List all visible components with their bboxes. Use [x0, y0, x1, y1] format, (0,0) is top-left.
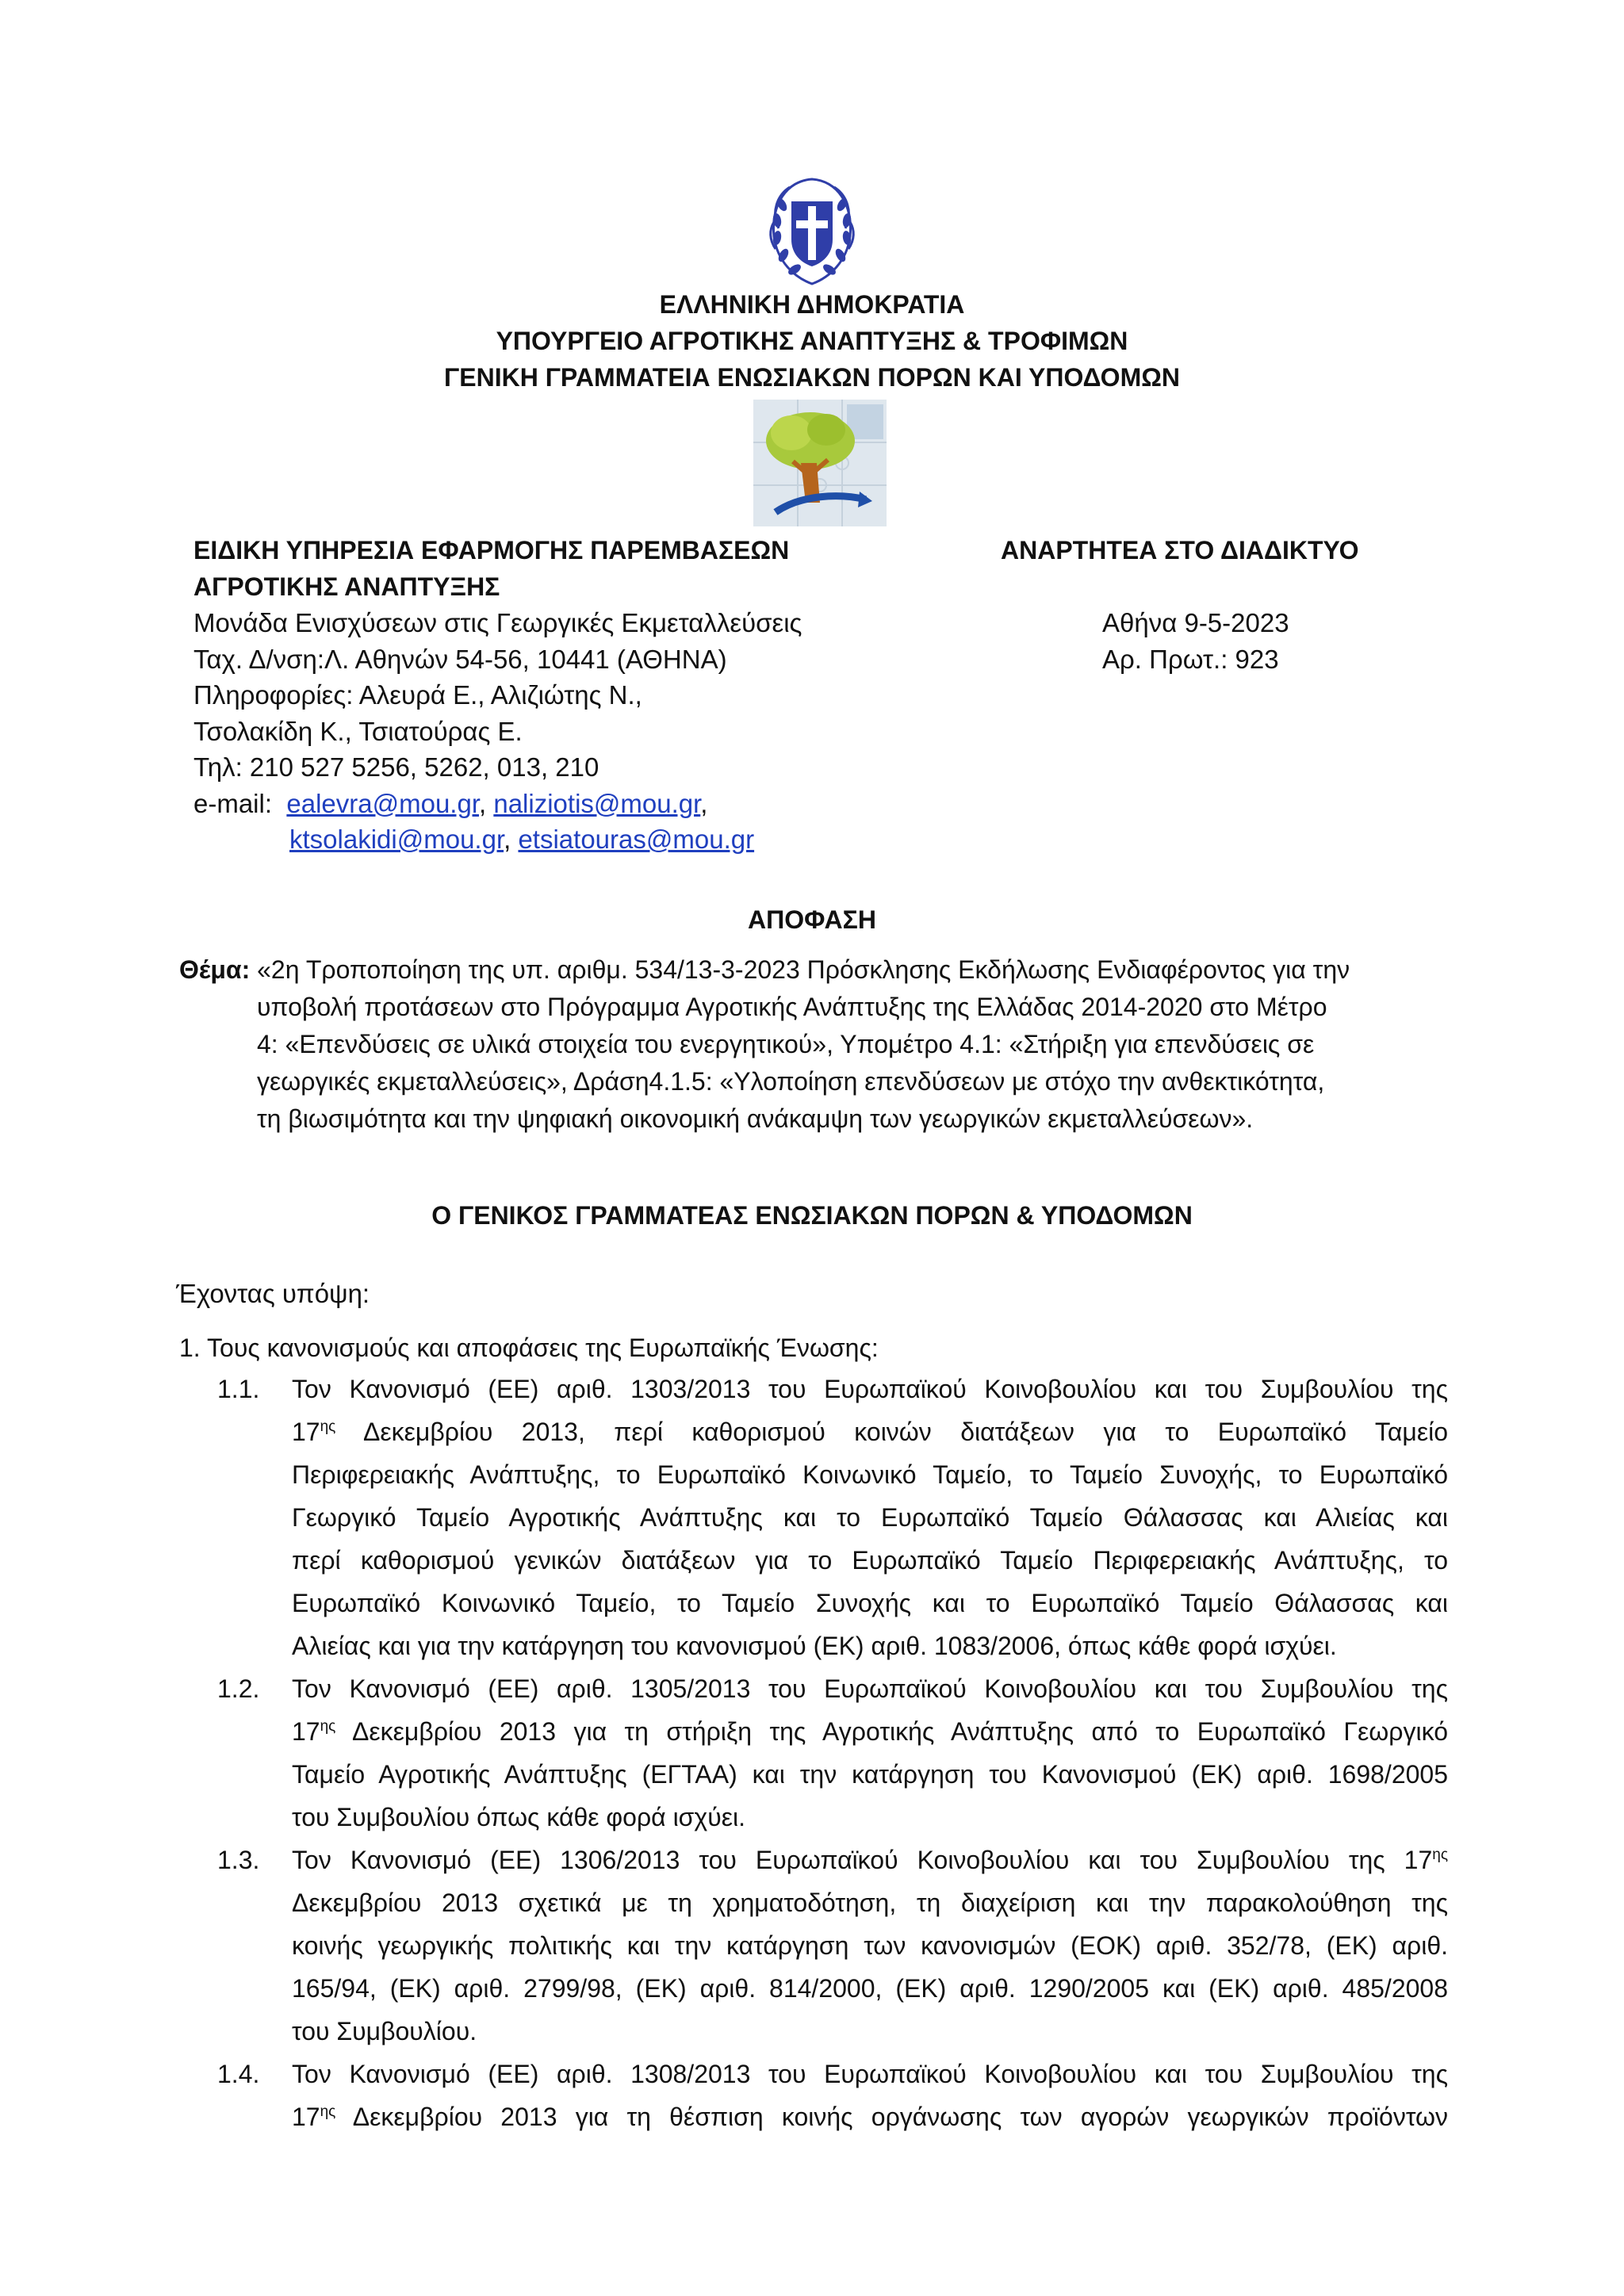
subject-line-5: τη βιωσιμότητα και την ψηφιακή οικονομική ανάκαμψη των γεωργικών εκμεταλλεύσεων».	[257, 1104, 1254, 1133]
email-link-ktsolakidi[interactable]: ktsolakidi@mou.gr	[289, 825, 504, 854]
subject-line-4: γεωργικές εκμεταλλεύσεις», Δράση4.1.5: «Υλοποίηση επενδύσεων με στόχο την ανθεκτικότητα,	[257, 1067, 1325, 1096]
sender-block	[193, 533, 907, 858]
item-number: 1.4.	[217, 2060, 260, 2088]
decision-title: ΑΠΟΦΑΣΗ	[748, 905, 876, 934]
document-date: Αθήνα 9-5-2023	[1102, 608, 1289, 637]
email-line-2	[193, 821, 907, 858]
service-name-line-2: ΑΓΡΟΤΙΚΗΣ ΑΝΑΠΤΥΞΗΣ	[193, 572, 500, 601]
email-link-etsiatouras[interactable]: etsiatouras@mou.gr	[518, 825, 755, 854]
contacts-line-2: Τσολακίδη Κ., Τσιατούρας Ε.	[193, 716, 523, 746]
item-number: 1.1.	[217, 1375, 260, 1403]
signatory-title: Ο ΓΕΝΙΚΟΣ ΓΡΑΜΜΑΤΕΑΣ ΕΝΩΣΙΑΚΩΝ ΠΟΡΩΝ & ΥΠΟΔΟΜΩΝ	[431, 1201, 1193, 1230]
email-link-naliziotis[interactable]: naliziotis@mou.gr	[493, 788, 701, 818]
subject-line-1: Θέμα: «2η Τροποποίηση της υπ. αριθμ. 534/13-3-2023 Πρόσκλησης Εκδήλωσης Ενδιαφέροντος για την	[179, 955, 1350, 984]
header-line-2: ΥΠΟΥΡΓΕΙΟ ΑΓΡΟΤΙΚΗΣ ΑΝΑΠΤΥΞΗΣ & ΤΡΟΦΙΜΩΝ	[496, 327, 1128, 355]
item-number: 1.2.	[217, 1674, 260, 1703]
considering-heading: Έχοντας υπόψη:	[176, 1279, 370, 1308]
postal-address: Ταχ. Δ/νση:Λ. Αθηνών 54-56, 10441 (ΑΘΗΝΑ)	[193, 644, 727, 674]
header-line-3: ΓΕΝΙΚΗ ΓΡΑΜΜΑΤΕΙΑ ΕΝΩΣΙΑΚΩΝ ΠΟΡΩΝ ΚΑΙ ΥΠΟΔΟΜΩΝ	[444, 363, 1180, 392]
contacts-line-1: Πληροφορίες: Αλευρά Ε., Αλιζιώτης Ν.,	[193, 680, 642, 710]
list-item: 1.2. Τον Κανονισμό (ΕΕ) αριθ. 1305/2013 του Ευρωπαϊκού Κοινοβουλίου και του Συμβουλίου της $17^{\eta\varsigma}$ Δεκεμβρίου 2013 για τη στήριξη της Αγροτικής Ανάπτυξης από το Ευρωπαϊκό Γεωργικό Ταμείο Αγροτικής Ανάπτυξης (ΕΓΤΑΑ) και την κατάργηση του Κανονισμού (ΕΚ) αριθ. 1698/2005 του Συμβουλίου όπως κάθε φορά ισχύει.	[179, 1667, 1448, 1839]
list-item: 1.1. Τον Κανονισμό (ΕΕ) αριθ. 1303/2013 του Ευρωπαϊκού Κοινοβουλίου και του Συμβουλίου της $17^{\eta\varsigma}$ Δεκεμβρίου 2013, περί καθορισμού κοινών διατάξεων για το Ευρωπαϊκό Ταμείο Περιφερειακής Ανάπτυξης, το Ευρωπαϊκό Κοινωνικό Ταμείο, το Ταμείο Συνοχής, το Ευρωπαϊκό Γεωργικό Ταμείο Αγροτικής Ανάπτυξης και το Ευρωπαϊκό Ταμείο Θάλασσας και Αλιείας και περί καθορισμού γενικών διατάξεων για το Ευρωπαϊκό Ταμείο Περιφερειακής Ανάπτυξης, το Ευρωπαϊκό Κοινωνικό Ταμείο, το Ταμείο Συνοχής και το Ευρωπαϊκό Ταμείο Θάλασσας και Αλιείας και για την κατάργηση του κανονισμού (ΕΚ) αριθ. 1083/2006, όπως κάθε φορά ισχύει.	[179, 1368, 1448, 1667]
service-name-line-1: ΕΙΔΙΚΗ ΥΠΗΡΕΣΙΑ ΕΦΑΡΜΟΓΗΣ ΠΑΡΕΜΒΑΣΕΩΝ	[193, 536, 790, 564]
list-item: 1.4. Τον Κανονισμό (ΕΕ) αριθ. 1308/2013 του Ευρωπαϊκού Κοινοβουλίου και του Συμβουλίου της $17^{\eta\varsigma}$ Δεκεμβρίου 2013 για τη θέσπιση κοινής οργάνωσης των αγορών γεωργικών προϊόντων	[179, 2053, 1448, 2138]
email-line-1	[193, 786, 907, 822]
phone-numbers: Τηλ: 210 527 5256, 5262, 013, 210	[193, 752, 599, 782]
subject-line-2: υποβολή προτάσεων στο Πρόγραμμα Αγροτικής Ανάπτυξης της Ελλάδας 2014-2020 στο Μέτρο	[257, 993, 1327, 1021]
unit-name: Μονάδα Ενισχύσεων στις Γεωργικές Εκμεταλλεύσεις	[193, 608, 802, 637]
email-link-ealevra[interactable]: ealevra@mou.gr	[286, 788, 479, 818]
section-heading: 1. Τους κανονισμούς και αποφάσεις της Ευρωπαϊκής Ένωσης:	[179, 1334, 879, 1362]
protocol-number: Αρ. Πρωτ.: 923	[1102, 644, 1279, 674]
greek-state-emblem-icon	[763, 173, 861, 289]
list-item: 1.3. Τον Κανονισμό (ΕΕ) 1306/2013 του Ευρωπαϊκού Κοινοβουλίου και του Συμβουλίου της $17^{\eta\varsigma}$ Δεκεμβρίου 2013 σχετικά με τη χρηματοδότηση, τη διαχείριση και την παρακολούθηση της κοινής γεωργικής πολιτικής και την κατάργηση των κανονισμών (ΕΟΚ) αριθ. 352/78, (ΕΚ) αριθ. 165/94, (ΕΚ) αριθ. 2799/98, (ΕΚ) αριθ. 814/2000, (ΕΚ) αριθ. 1290/2005 και (ΕΚ) αριθ. 485/2008 του Συμβουλίου.	[179, 1839, 1448, 2053]
subject-line-3: 4: «Επενδύσεις σε υλικά στοιχεία του ενεργητικού», Υπομέτρο 4.1: «Στήριξη για επενδύσεις σε	[257, 1030, 1315, 1058]
email-separator: ,	[504, 825, 519, 854]
tree-puzzle-logo-icon	[753, 400, 887, 526]
header-line-1: ΕΛΛΗΝΙΚΗ ΔΗΜΟΚΡΑΤΙΑ	[659, 290, 965, 319]
post-online-notice: ΑΝΑΡΤΗΤΕΑ ΣΤΟ ΔΙΑΔΙΚΤΥΟ	[1001, 536, 1359, 564]
email-separator: ,	[700, 788, 708, 818]
item-number: 1.3.	[217, 1846, 260, 1874]
email-label: e-mail:	[193, 788, 273, 818]
subject-label: Θέμα:	[179, 955, 251, 984]
regulations-list	[179, 1328, 1448, 2138]
document-meta-block	[1001, 533, 1413, 677]
subject-block	[179, 951, 1448, 1138]
email-separator: ,	[479, 788, 494, 818]
